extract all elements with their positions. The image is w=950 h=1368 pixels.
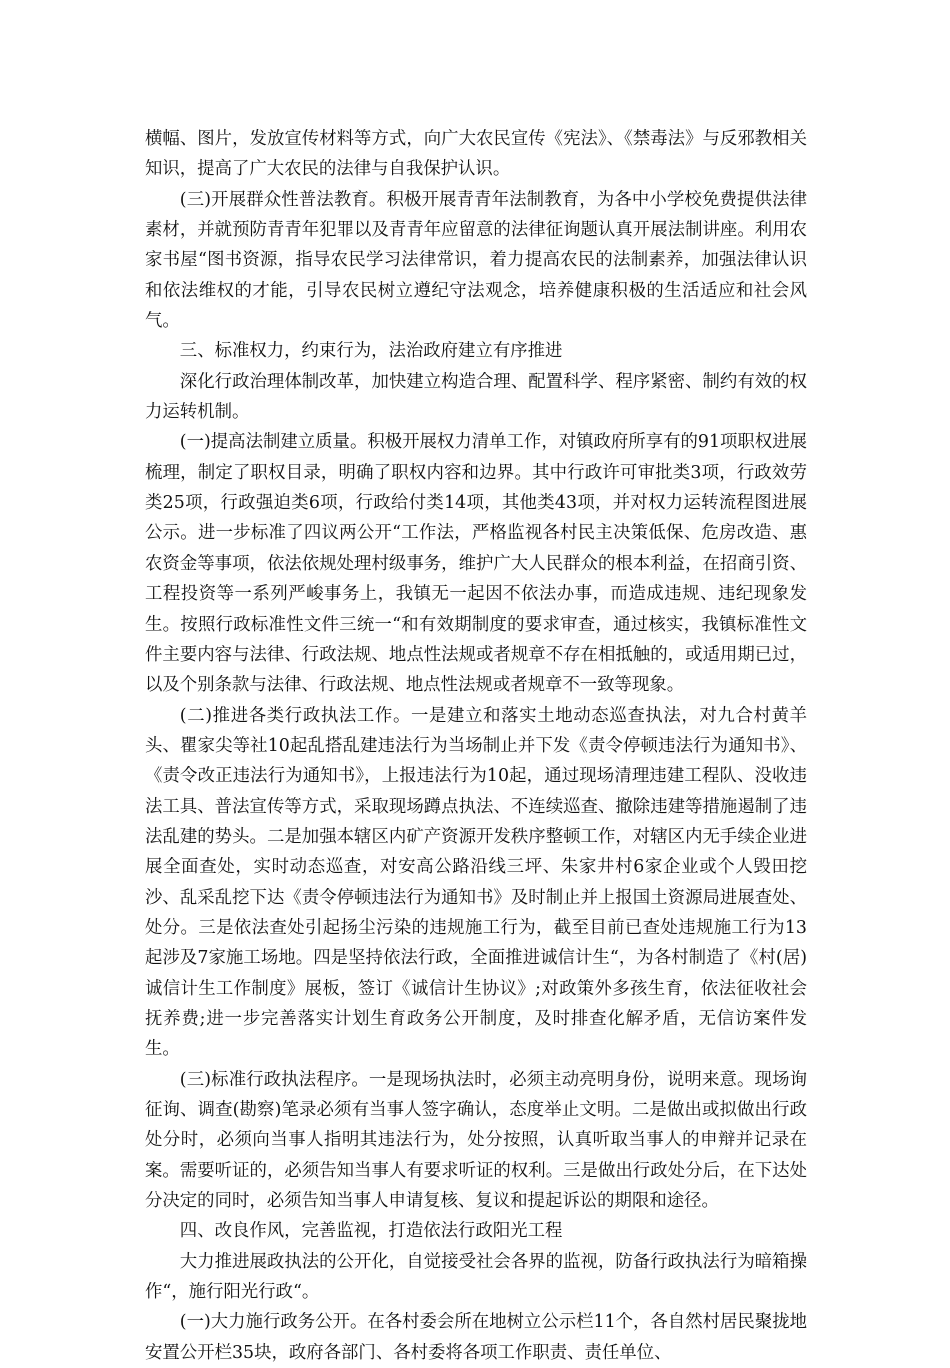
paragraph-9: 大力推进展政执法的公开化，自觉接受社会各界的监视，防备行政执法行为暗箱操作“，施行阳光行政“。	[145, 1251, 807, 1303]
paragraph-10: (一)大力施行政务公开。在各村委会所在地树立公示栏11个，各自然村居民聚拢地安置公开栏35块，政府各部门、各村委将各项工作职责、责任单位、	[145, 1312, 807, 1363]
paragraph-7: (三)标准行政执法程序。一是现场执法时，必须主动亮明身份，说明来意。现场询征询、调查(勘察)笔录必须有当事人签字确认，态度举止文明。二是做出或拟做出行政处分时，必须向当事人指明其违法行为，处分按照，认真听取当事人的申辩并记录在案。需要听证的，必须告知当事人有要求听证的权利。三是做出行政处分后，在下达处分决定的同时，必须告知当事人申请复核、复议和提起诉讼的期限和途径。	[145, 1069, 807, 1212]
document-page	[145, 124, 807, 1368]
paragraph-6: (二)推进各类行政执法工作。一是建立和落实土地动态巡查执法，对九合村黄羊头、瞿家尖等社10起乱搭乱建违法行为当场制止并下发《责令停顿违法行为通知书》、《责令改正违法行为通知书》，上报违法行为10起，通过现场清理违建工程队、没收违法工具、普法宣传等方式，采取现场蹲点执法、不连续巡查、撤除违建等措施遏制了违法乱建的势头。二是加强本辖区内矿产资源开发秩序整顿工作，对辖区内无手续企业进展全面查处，实时动态巡查，对安高公路沿线三坪、朱家井村6家企业或个人毁田挖沙、乱采乱挖下达《责令停顿违法行为通知书》及时制止并上报国土资源局进展查处、处分。三是依法查处引起扬尘污染的违规施工行为，截至目前已查处违规施工行为13起涉及7家施工场地。四是坚持依法行政，全面推进诚信计生“，为各村制造了《村(居)诚信计生工作制度》展板，签订《诚信计生协议》;对政策外多孩生育，依法征收社会抚养费;进一步完善落实计划生育政务公开制度，及时排查化解矛盾，无信访案件发生。	[145, 705, 807, 1060]
paragraph-1: 横幅、图片，发放宣传材料等方式，向广大农民宣传《宪法》、《禁毒法》与反邪教相关知识，提高了广大农民的法律与自我保护认识。	[145, 129, 807, 180]
section-heading-3: 三、标准权力，约束行为，法治政府建立有序推进	[179, 341, 563, 362]
section-heading-4: 四、改良作风，完善监视，打造依法行政阳光工程	[179, 1221, 563, 1242]
paragraph-5: (一)提高法制建立质量。积极开展权力清单工作，对镇政府所享有的91项职权进展梳理，制定了职权目录，明确了职权内容和边界。其中行政许可审批类3项，行政效劳类25项，行政强迫类6项，行政给付类14项，其他类43项，并对权力运转流程图进展公示。进一步标准了四议两公开“工作法，严格监视各村民主决策低保、危房改造、惠农资金等事项，依法依规处理村级事务，维护广大人民群众的根本利益，在招商引资、工程投资等一系列严峻事务上，我镇无一起因不依法办事，而造成违规、违纪现象发生。按照行政标准性文件三统一“和有效期制度的要求审查，通过核实，我镇标准性文件主要内容与法律、行政法规、地点性法规或者规章不存在相抵触的，或适用期已过，以及个别条款与法律、行政法规、地点性法规或者规章不一致等现象。	[145, 432, 807, 696]
paragraph-2: (三)开展群众性普法教育。积极开展青青年法制教育，为各中小学校免费提供法律素材，并就预防青青年犯罪以及青青年应留意的法律征询题认真开展法制讲座。利用农家书屋“图书资源，指导农民学习法律常识，着力提高农民的法制素养，加强法律认识和依法维权的才能，引导农民树立遵纪守法观念，培养健康积极的生活适应和社会风气。	[145, 189, 807, 332]
paragraph-4: 深化行政治理体制改革，加快建立构造合理、配置科学、程序紧密、制约有效的权力运转机制。	[145, 371, 807, 423]
